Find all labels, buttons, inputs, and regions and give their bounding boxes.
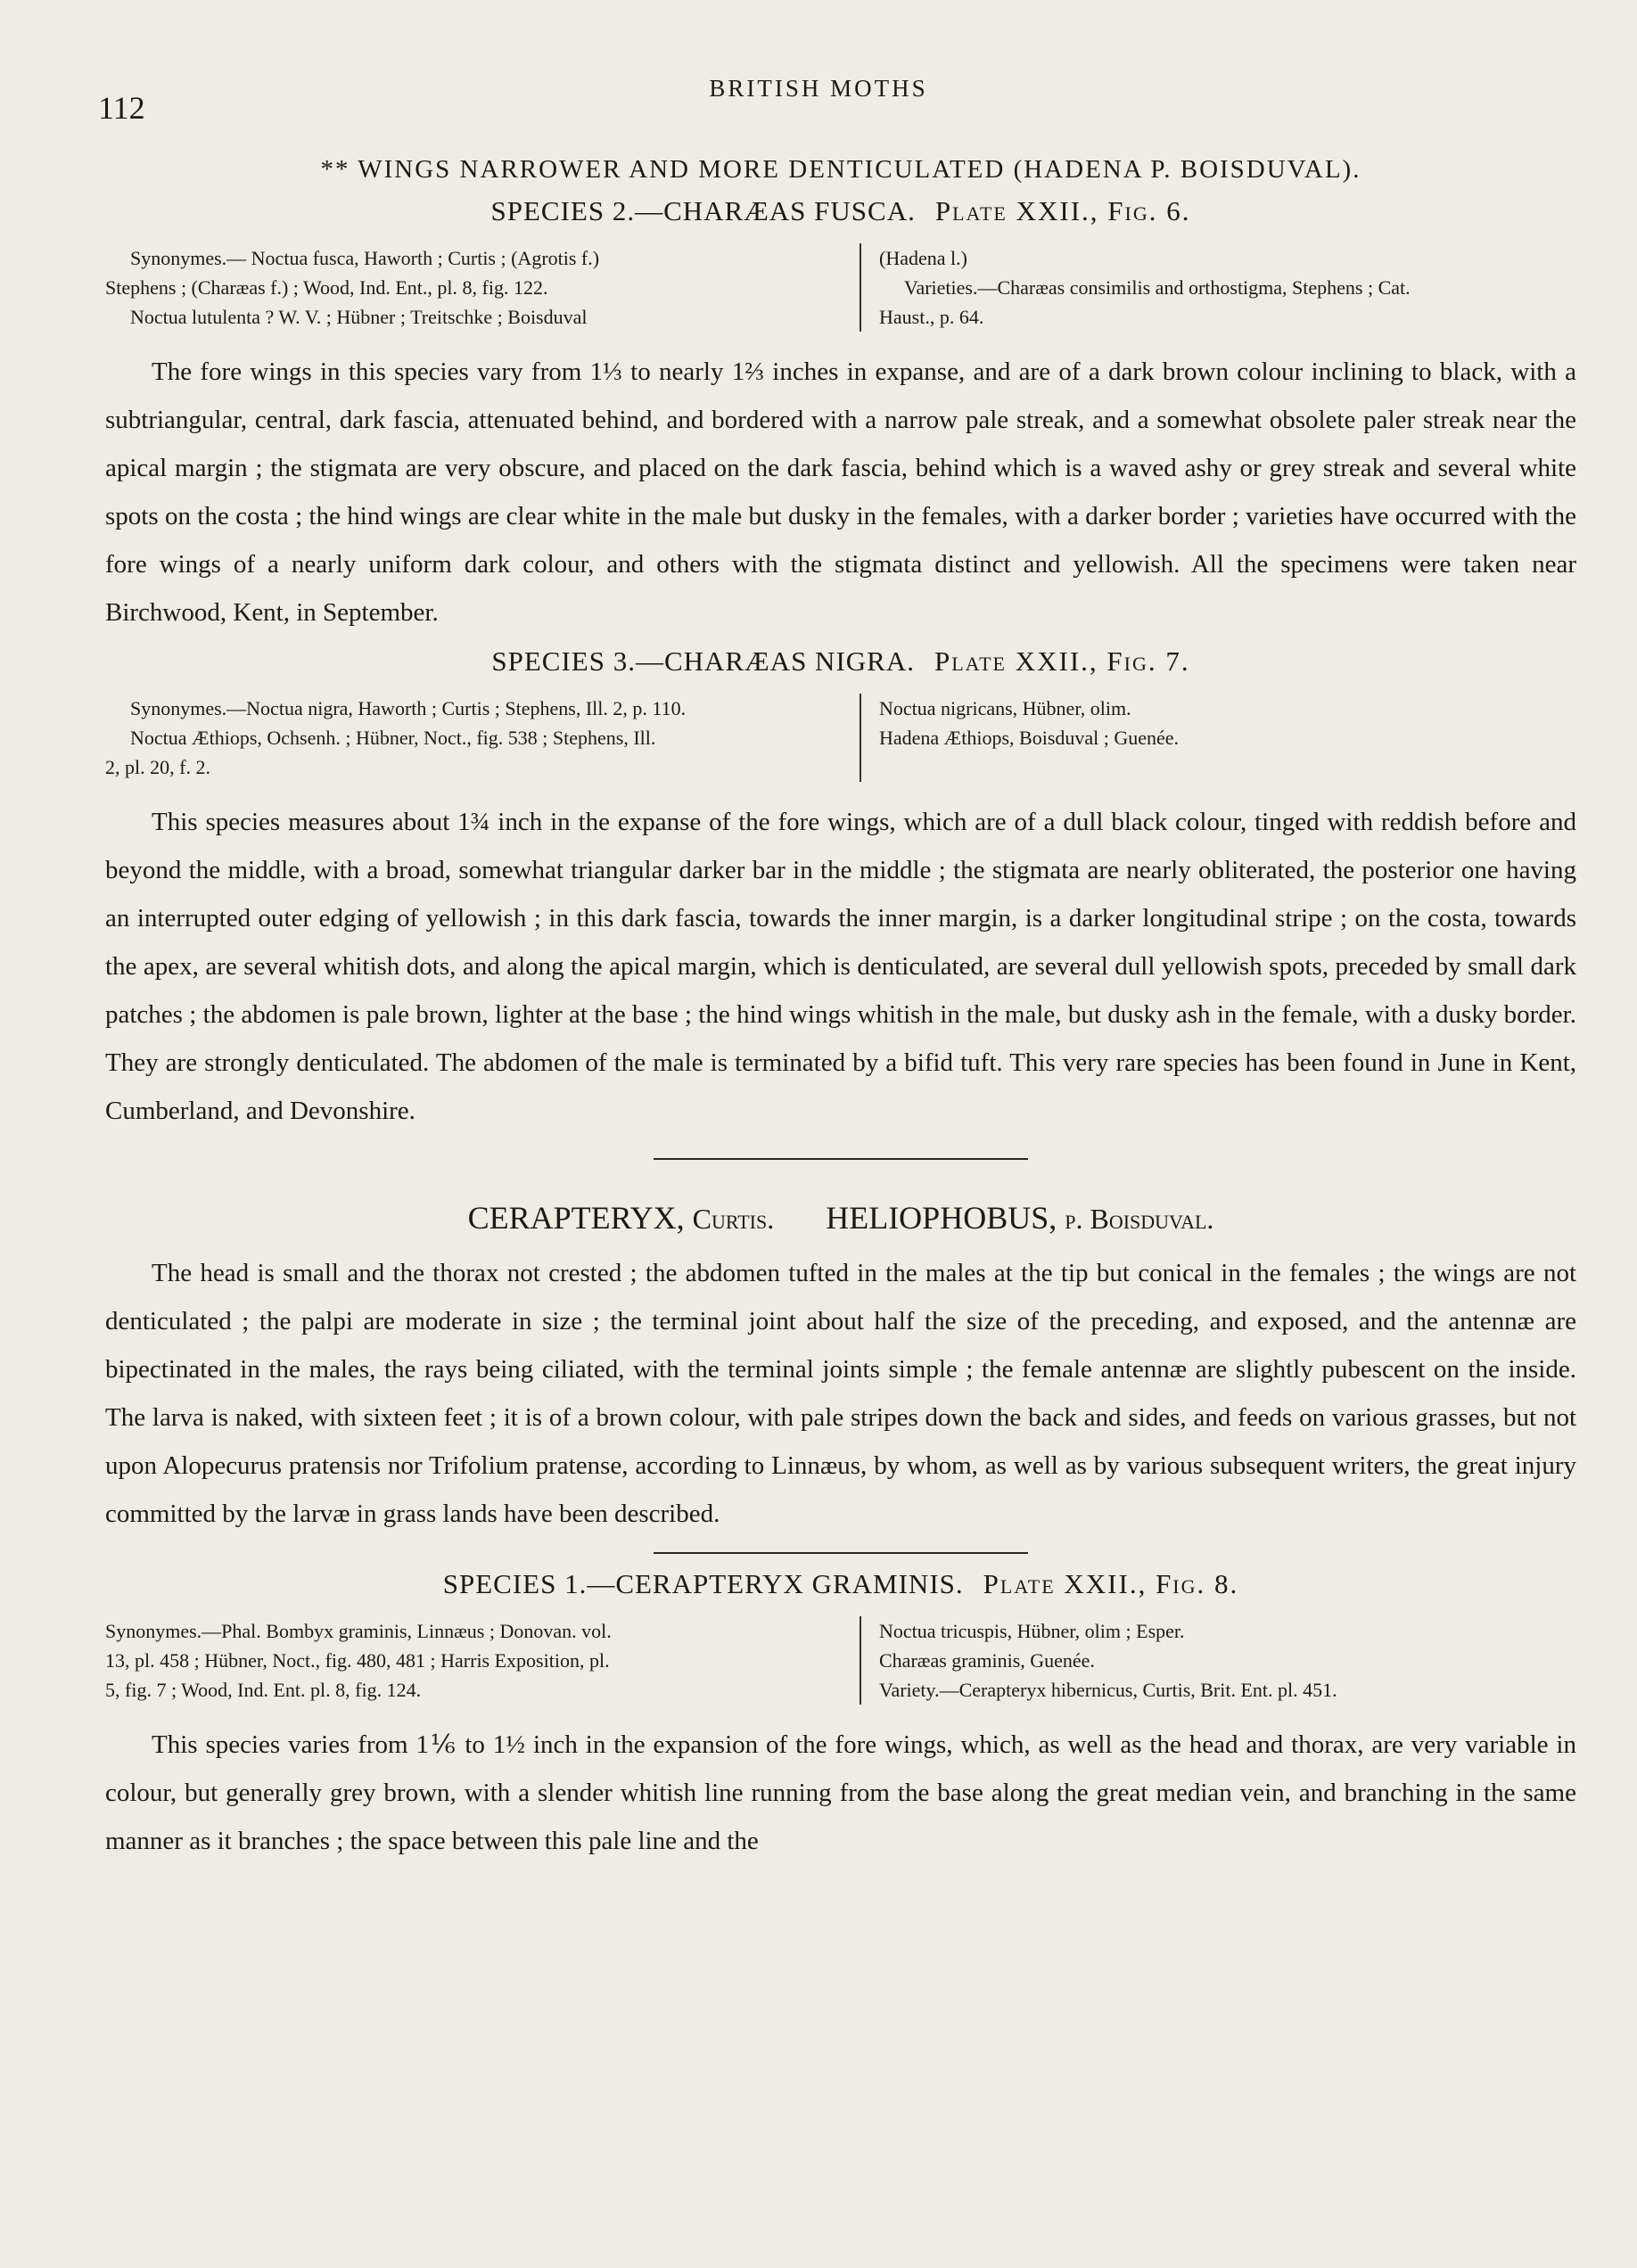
- synonymes-right-column: [861, 243, 1576, 332]
- synonym-line: 5, fig. 7 ; Wood, Ind. Ent. pl. 8, fig. 124.: [105, 1679, 422, 1701]
- synonym-line: Synonymes.—Noctua nigra, Haworth ; Curtis ; Stephens, Ill. 2, p. 110.: [130, 697, 687, 719]
- page-number: 112: [98, 90, 145, 126]
- synonymes-block: [105, 243, 1576, 332]
- synonym-line: Noctua Æthiops, Ochsenh. ; Hübner, Noct., fig. 538 ; Stephens, Ill.: [130, 727, 656, 749]
- synonym-line: 2, pl. 20, f. 2.: [105, 756, 210, 778]
- genus-name: CERAPTERYX,: [467, 1200, 685, 1236]
- species-heading: [105, 195, 1576, 227]
- species-heading: [105, 645, 1576, 678]
- synonymes-left-column: [105, 1616, 861, 1705]
- synonym-line: (Hadena l.): [879, 247, 967, 269]
- plate-reference: Plate XXII., Fig. 7.: [934, 645, 1190, 677]
- species-description: This species measures about 1¾ inch in the expanse of the fore wings, which are of a dull black colour, tinged with reddish before and beyond the middle, with a broad, somewhat triangular darker bar in the middle ; the stigmata are nearly obliterated, the posterior one having an interrupted outer edging of yellowish ; in this dark fascia, towards the inner margin, is a darker longitudinal stripe ; on the costa, towards the apex, are several whitish dots, and along the apical margin, which is denticulated, are several dull yellowish spots, preceded by small dark patches ; the abdomen is pale brown, lighter at the base ; the hind wings whitish in the male, but dusky ash in the female, with a dusky border. They are strongly denticulated. The abdomen of the male is terminated by a bifid tuft. This very rare species has been found in June in Kent, Cumberland, and Devonshire.: [105, 808, 1576, 1125]
- section-divider: [654, 1158, 1028, 1160]
- species-description: The fore wings in this species vary from 1⅓ to nearly 1⅔ inches in expanse, and are of a dark brown colour inclining to black, with a subtriangular, central, dark fascia, attenuated behind, and bordered with a narrow pale streak, and a somewhat obsolete paler streak near the apical margin ; the stigmata are very obscure, and placed on the dark fascia, behind which is a waved ashy or grey streak and several white spots on the costa ; the hind wings are clear white in the male but dusky in the females, with a darker border ; varieties have occurred with the fore wings of a nearly uniform dark colour, and others with the stigmata distinct and yellowish. All the specimens were taken near Birchwood, Kent, in September.: [105, 357, 1576, 627]
- running-head: BRITISH MOTHS: [709, 75, 928, 102]
- genus-synonym-name: HELIOPHOBUS,: [826, 1200, 1057, 1236]
- synonymes-right-column: [861, 694, 1576, 782]
- synonym-line: Charæas graminis, Guenée.: [879, 1649, 1095, 1672]
- synonymes-block: [105, 1616, 1576, 1705]
- synonym-line: 13, pl. 458 ; Hübner, Noct., fig. 480, 481 ; Harris Exposition, pl.: [105, 1649, 610, 1672]
- synonym-line: Varieties.—Charæas consimilis and orthostigma, Stephens ; Cat.: [904, 276, 1411, 299]
- subsection-heading: ** WINGS NARROWER AND MORE DENTICULATED (HADENA P. BOISDUVAL).: [320, 155, 1361, 184]
- species-title: SPECIES 3.—CHARÆAS NIGRA.: [491, 645, 915, 677]
- species-heading: [105, 1568, 1576, 1600]
- plate-reference: Plate XXII., Fig. 6.: [934, 195, 1191, 226]
- synonym-line: Haust., p. 64.: [879, 306, 984, 328]
- synonymes-right-column: [861, 1616, 1576, 1705]
- synonym-line: Synonymes.—Phal. Bombyx graminis, Linnæus ; Donovan. vol.: [105, 1620, 612, 1642]
- genus-heading: [105, 1199, 1576, 1237]
- section-divider: [654, 1552, 1028, 1554]
- synonymes-block: [105, 694, 1576, 782]
- synonym-line: Noctua nigricans, Hübner, olim.: [879, 697, 1131, 719]
- synonym-line: Hadena Æthiops, Boisduval ; Guenée.: [879, 727, 1180, 749]
- synonymes-left-column: [105, 243, 861, 332]
- species-description: This species varies from 1⅙ to 1½ inch in the expansion of the fore wings, which, as well as the head and thorax, are very variable in colour, but generally grey brown, with a slender whitish line running from the base along the great median vein, and branching in the same manner as it branches ; the space between this pale line and the: [105, 1730, 1576, 1855]
- genus-authority: Curtis.: [692, 1203, 775, 1235]
- synonym-line: Noctua lutulenta ? W. V. ; Hübner ; Treitschke ; Boisduval: [130, 306, 588, 328]
- synonymes-left-column: [105, 694, 861, 782]
- synonym-line: Noctua tricuspis, Hübner, olim ; Esper.: [879, 1620, 1185, 1642]
- genus-description: The head is small and the thorax not crested ; the abdomen tufted in the males at the tip but conical in the females ; the wings are not denticulated ; the palpi are moderate in size ; the terminal joint about half the size of the preceding, and exposed, and the antennæ are bipectinated in the males, the rays being ciliated, with the terminal joints simple ; the female antennæ are slightly pubescent on the inside. The larva is naked, with sixteen feet ; it is of a brown colour, with pale stripes down the back and sides, and feeds on various grasses, but not upon Alopecurus pratensis nor Trifolium pratense, according to Linnæus, by whom, as well as by various subsequent writers, the great injury committed by the larvæ in grass lands have been described.: [105, 1259, 1576, 1528]
- species-title: SPECIES 1.—CERAPTERYX GRAMINIS.: [442, 1568, 964, 1599]
- synonym-line: Synonymes.— Noctua fusca, Haworth ; Curtis ; (Agrotis f.): [130, 247, 600, 269]
- plate-reference: Plate XXII., Fig. 8.: [983, 1568, 1239, 1599]
- species-title: SPECIES 2.—CHARÆAS FUSCA.: [490, 195, 916, 226]
- page-body: [105, 143, 1576, 1874]
- synonym-line: Variety.—Cerapteryx hibernicus, Curtis, Brit. Ent. pl. 451.: [879, 1679, 1337, 1701]
- synonym-line: Stephens ; (Charæas f.) ; Wood, Ind. Ent., pl. 8, fig. 122.: [105, 276, 548, 299]
- genus-synonym-authority: p. Boisduval.: [1065, 1203, 1214, 1235]
